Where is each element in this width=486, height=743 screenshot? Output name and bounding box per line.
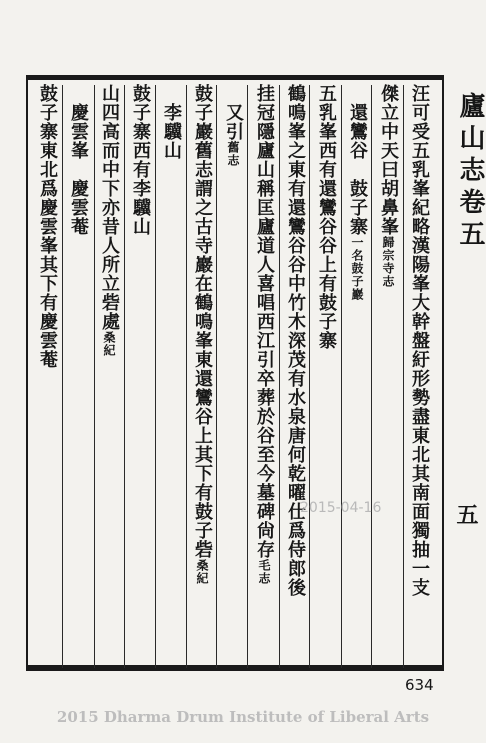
text-column-3 <box>345 84 369 301</box>
column-text: 傑立中天曰胡鼻峯 <box>378 84 399 236</box>
column-note: 桑紀 <box>102 331 116 357</box>
column-rule <box>94 85 95 668</box>
column-rule <box>279 85 280 668</box>
column-rule <box>341 85 342 668</box>
column-rule <box>155 85 156 668</box>
column-note: 歸宗寺志 <box>381 236 395 288</box>
book-title-text: 廬山志 <box>455 92 485 188</box>
side-mark: 五 <box>453 503 479 525</box>
column-text: 又引 <box>223 84 244 141</box>
column-text: 汪可受五乳峯紀略漢陽峯大幹盤紆形勢盡東北其南面獨抽一支 <box>409 84 430 597</box>
column-rule <box>403 85 404 668</box>
column-note: 桑紀 <box>195 559 209 585</box>
column-note: 一名鼓子巖 <box>350 236 364 301</box>
text-column-2 <box>376 84 400 288</box>
header <box>444 0 486 680</box>
column-note: 舊志 <box>226 141 240 167</box>
column-text: 山四高而中下亦昔人所立砦處 <box>99 84 120 331</box>
column-rule <box>247 85 248 668</box>
column-text: 還鸞谷 鼓子寨 <box>347 84 368 236</box>
column-text: 鼓子巖舊志謂之古寺巖在鶴鳴峯東還鸞谷上其下有鼓子砦 <box>192 84 213 559</box>
book-title <box>452 92 486 252</box>
column-text: 鼓子寨東北爲慶雲峯其下有慶雲菴 <box>37 84 58 369</box>
column-rule <box>62 85 63 668</box>
column-text: 鶴鳴峯之東有還鸞谷谷中竹木深茂有水泉唐何乾曜仕爲侍郎後 <box>285 84 306 597</box>
text-column-9 <box>159 84 183 160</box>
volume-mark: 卷五 <box>455 188 485 252</box>
text-column-4 <box>314 84 338 350</box>
column-rule <box>309 85 310 668</box>
text-column-7 <box>221 84 245 167</box>
text-column-1 <box>407 84 431 597</box>
column-rule <box>371 85 372 668</box>
column-text: 李驥山 <box>161 84 182 160</box>
column-rule <box>186 85 187 668</box>
page-number: 634 <box>405 676 434 694</box>
text-column-13 <box>35 84 59 369</box>
column-text: 五乳峯西有還鸞谷谷上有鼓子寨 <box>316 84 337 350</box>
watermark: 2015 Dharma Drum Institute of Liberal Arts <box>56 708 430 726</box>
column-rule <box>124 85 125 668</box>
column-text: 慶雲峯 慶雲菴 <box>68 84 89 236</box>
column-note: 毛志 <box>257 559 271 585</box>
text-column-12 <box>66 84 90 236</box>
text-column-5 <box>283 84 307 597</box>
column-text: 挂冠隱廬山稱匡廬道人喜唱西江引卒葬於谷至今墓碑尙存 <box>254 84 275 559</box>
text-column-8 <box>190 84 214 585</box>
text-column-11 <box>97 84 121 357</box>
text-column-6 <box>252 84 276 585</box>
column-text: 鼓子寨西有李驥山 <box>130 84 151 236</box>
date-stamp: 2015-04-16 <box>300 500 382 516</box>
text-column-10 <box>128 84 152 236</box>
column-rule <box>216 85 217 668</box>
